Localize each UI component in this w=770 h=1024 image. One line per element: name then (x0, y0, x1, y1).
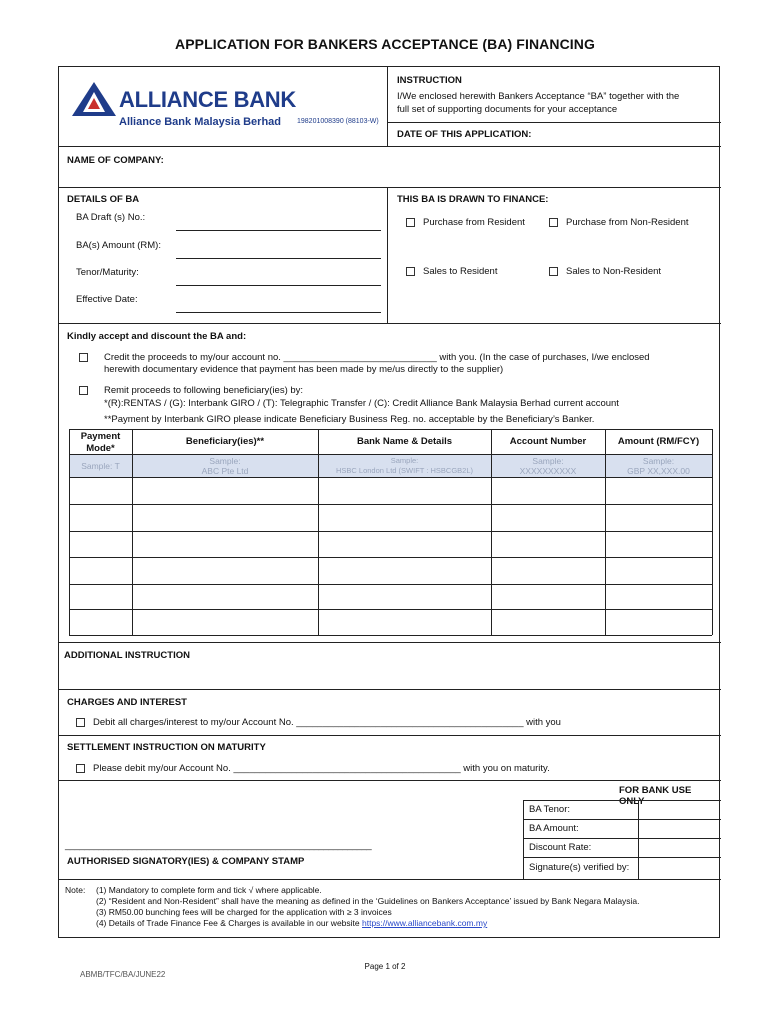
remit-text-2: *(R):RENTAS / (G): Interbank GIRO / (T): Telegraphic Transfer / (C): Credit Alliance Bank Malaysia Berhad current account (104, 398, 619, 409)
header-bank-name: Bank Name & Details (356, 436, 453, 447)
instruction-text-2: full set of supporting documents for your acceptance (397, 104, 618, 115)
charges-heading: CHARGES AND INTEREST (67, 697, 187, 708)
checkbox-icon[interactable] (406, 218, 415, 227)
checkbox-icon[interactable] (549, 267, 558, 276)
signature-line[interactable]: ________________________________________________________________ (65, 840, 372, 851)
header-amount: Amount (RM/FCY) (617, 436, 700, 447)
note-4: (4) Details of Trade Finance Fee & Charges is available in our website https://www.alliancebank.com.my (96, 918, 488, 928)
effective-date-label: Effective Date: (76, 294, 138, 305)
page-number: Page 1 of 2 (364, 962, 406, 971)
effective-date-field[interactable] (176, 312, 381, 313)
bank-use-heading: FOR BANK USE ONLY (619, 785, 692, 807)
signature-verified-label: Signature(s) verified by: (529, 862, 630, 873)
company-label: NAME OF COMPANY: (67, 155, 164, 166)
credit-text-1: Credit the proceeds to my/our account no. _____________________________ with you. (In the case of purchases, I/we enclosed (104, 352, 650, 363)
discount-rate-label: Discount Rate: (529, 842, 592, 853)
header-beneficiary: Beneficiary(ies)** (185, 436, 265, 447)
option-purchase-non-resident[interactable]: Purchase from Non-Resident (549, 217, 689, 228)
bank-logo (72, 82, 116, 121)
alliance-bank-emblem-icon (72, 82, 116, 116)
date-label: DATE OF THIS APPLICATION: (397, 129, 532, 140)
header-account-number: Account Number (509, 436, 587, 447)
checkbox-icon[interactable] (79, 386, 88, 395)
amount-label: BA(s) Amount (RM): (76, 240, 161, 251)
note-2: (2) “Resident and Non-Resident” shall have the meaning as defined in the ‘Guidelines on Bankers Acceptance’ issued by Bank Negara Malaysia. (96, 896, 640, 906)
settlement-debit-option[interactable]: Please debit my/our Account No. ___________________________________________ with you on maturity. (76, 763, 550, 774)
option-purchase-resident[interactable]: Purchase from Resident (406, 217, 525, 228)
remit-text-3: **Payment by Interbank GIRO please indicate Beneficiary Business Reg. no. acceptable by the Beneficiary’s Banker. (104, 414, 595, 425)
checkbox-icon[interactable] (549, 218, 558, 227)
details-heading: DETAILS OF BA (67, 194, 140, 205)
logo-subtitle: Alliance Bank Malaysia Berhad (119, 116, 282, 128)
logo-name: ALLIANCE BANK (119, 87, 296, 112)
note-label: Note: (65, 885, 86, 895)
amount-field[interactable] (176, 258, 381, 259)
remit-text-1: Remit proceeds to following beneficiary(ies) by: (104, 385, 304, 396)
header-payment-mode: Payment Mode* (80, 431, 121, 454)
sample-beneficiary: Sample: ABC Pte Ltd (201, 456, 249, 476)
draft-label: BA Draft (s) No.: (76, 212, 146, 223)
remit-checkbox[interactable] (79, 385, 96, 396)
additional-heading: ADDITIONAL INSTRUCTION (64, 650, 190, 661)
form-code: ABMB/TFC/BA/JUNE22 (80, 970, 166, 979)
ba-tenor-label: BA Tenor: (529, 804, 571, 815)
tenor-field[interactable] (176, 285, 381, 286)
checkbox-icon[interactable] (79, 353, 88, 362)
ba-amount-label: BA Amount: (529, 823, 579, 834)
draft-field[interactable] (176, 230, 381, 231)
instruction-heading: INSTRUCTION (397, 75, 462, 86)
checkbox-icon[interactable] (76, 718, 85, 727)
signatory-label: AUTHORISED SIGNATORY(IES) & COMPANY STAMP (67, 856, 305, 867)
checkbox-icon[interactable] (76, 764, 85, 773)
sample-amount: Sample: GBP XX,XXX.00 (627, 456, 690, 476)
website-link[interactable]: https://www.alliancebank.com.my (362, 918, 488, 928)
option-sales-non-resident[interactable]: Sales to Non-Resident (549, 266, 661, 277)
sample-bank-name: Sample: HSBC London Ltd (SWIFT : HSBCGB2L) (336, 456, 473, 475)
form-frame (58, 66, 720, 938)
note-3: (3) RM50.00 bunching fees will be charged for the application with ≥ 3 invoices (96, 907, 392, 917)
logo-registration: 198201008390 (88103-W) (297, 118, 379, 125)
credit-checkbox[interactable] (79, 352, 96, 363)
discount-heading: Kindly accept and discount the BA and: (67, 331, 247, 342)
tenor-label: Tenor/Maturity: (76, 267, 139, 278)
finance-heading: THIS BA IS DRAWN TO FINANCE: (397, 194, 549, 205)
page-title: APPLICATION FOR BANKERS ACCEPTANCE (BA) FINANCING (175, 36, 595, 52)
sample-payment-mode: Sample: T (81, 461, 120, 471)
option-sales-resident[interactable]: Sales to Resident (406, 266, 497, 277)
note-1: (1) Mandatory to complete form and tick √ where applicable. (96, 885, 322, 895)
sample-account-number: Sample: XXXXXXXXXX (519, 456, 577, 476)
credit-text-2: herewith documentary evidence that payment has been made by me/us directly to the supplier) (104, 364, 504, 375)
charges-debit-option[interactable]: Debit all charges/interest to my/our Account No. ___________________________________________ with you (76, 717, 561, 728)
instruction-text-1: I/We enclosed herewith Bankers Acceptance “BA” together with the (397, 91, 680, 102)
checkbox-icon[interactable] (406, 267, 415, 276)
settlement-heading: SETTLEMENT INSTRUCTION ON MATURITY (67, 742, 266, 753)
